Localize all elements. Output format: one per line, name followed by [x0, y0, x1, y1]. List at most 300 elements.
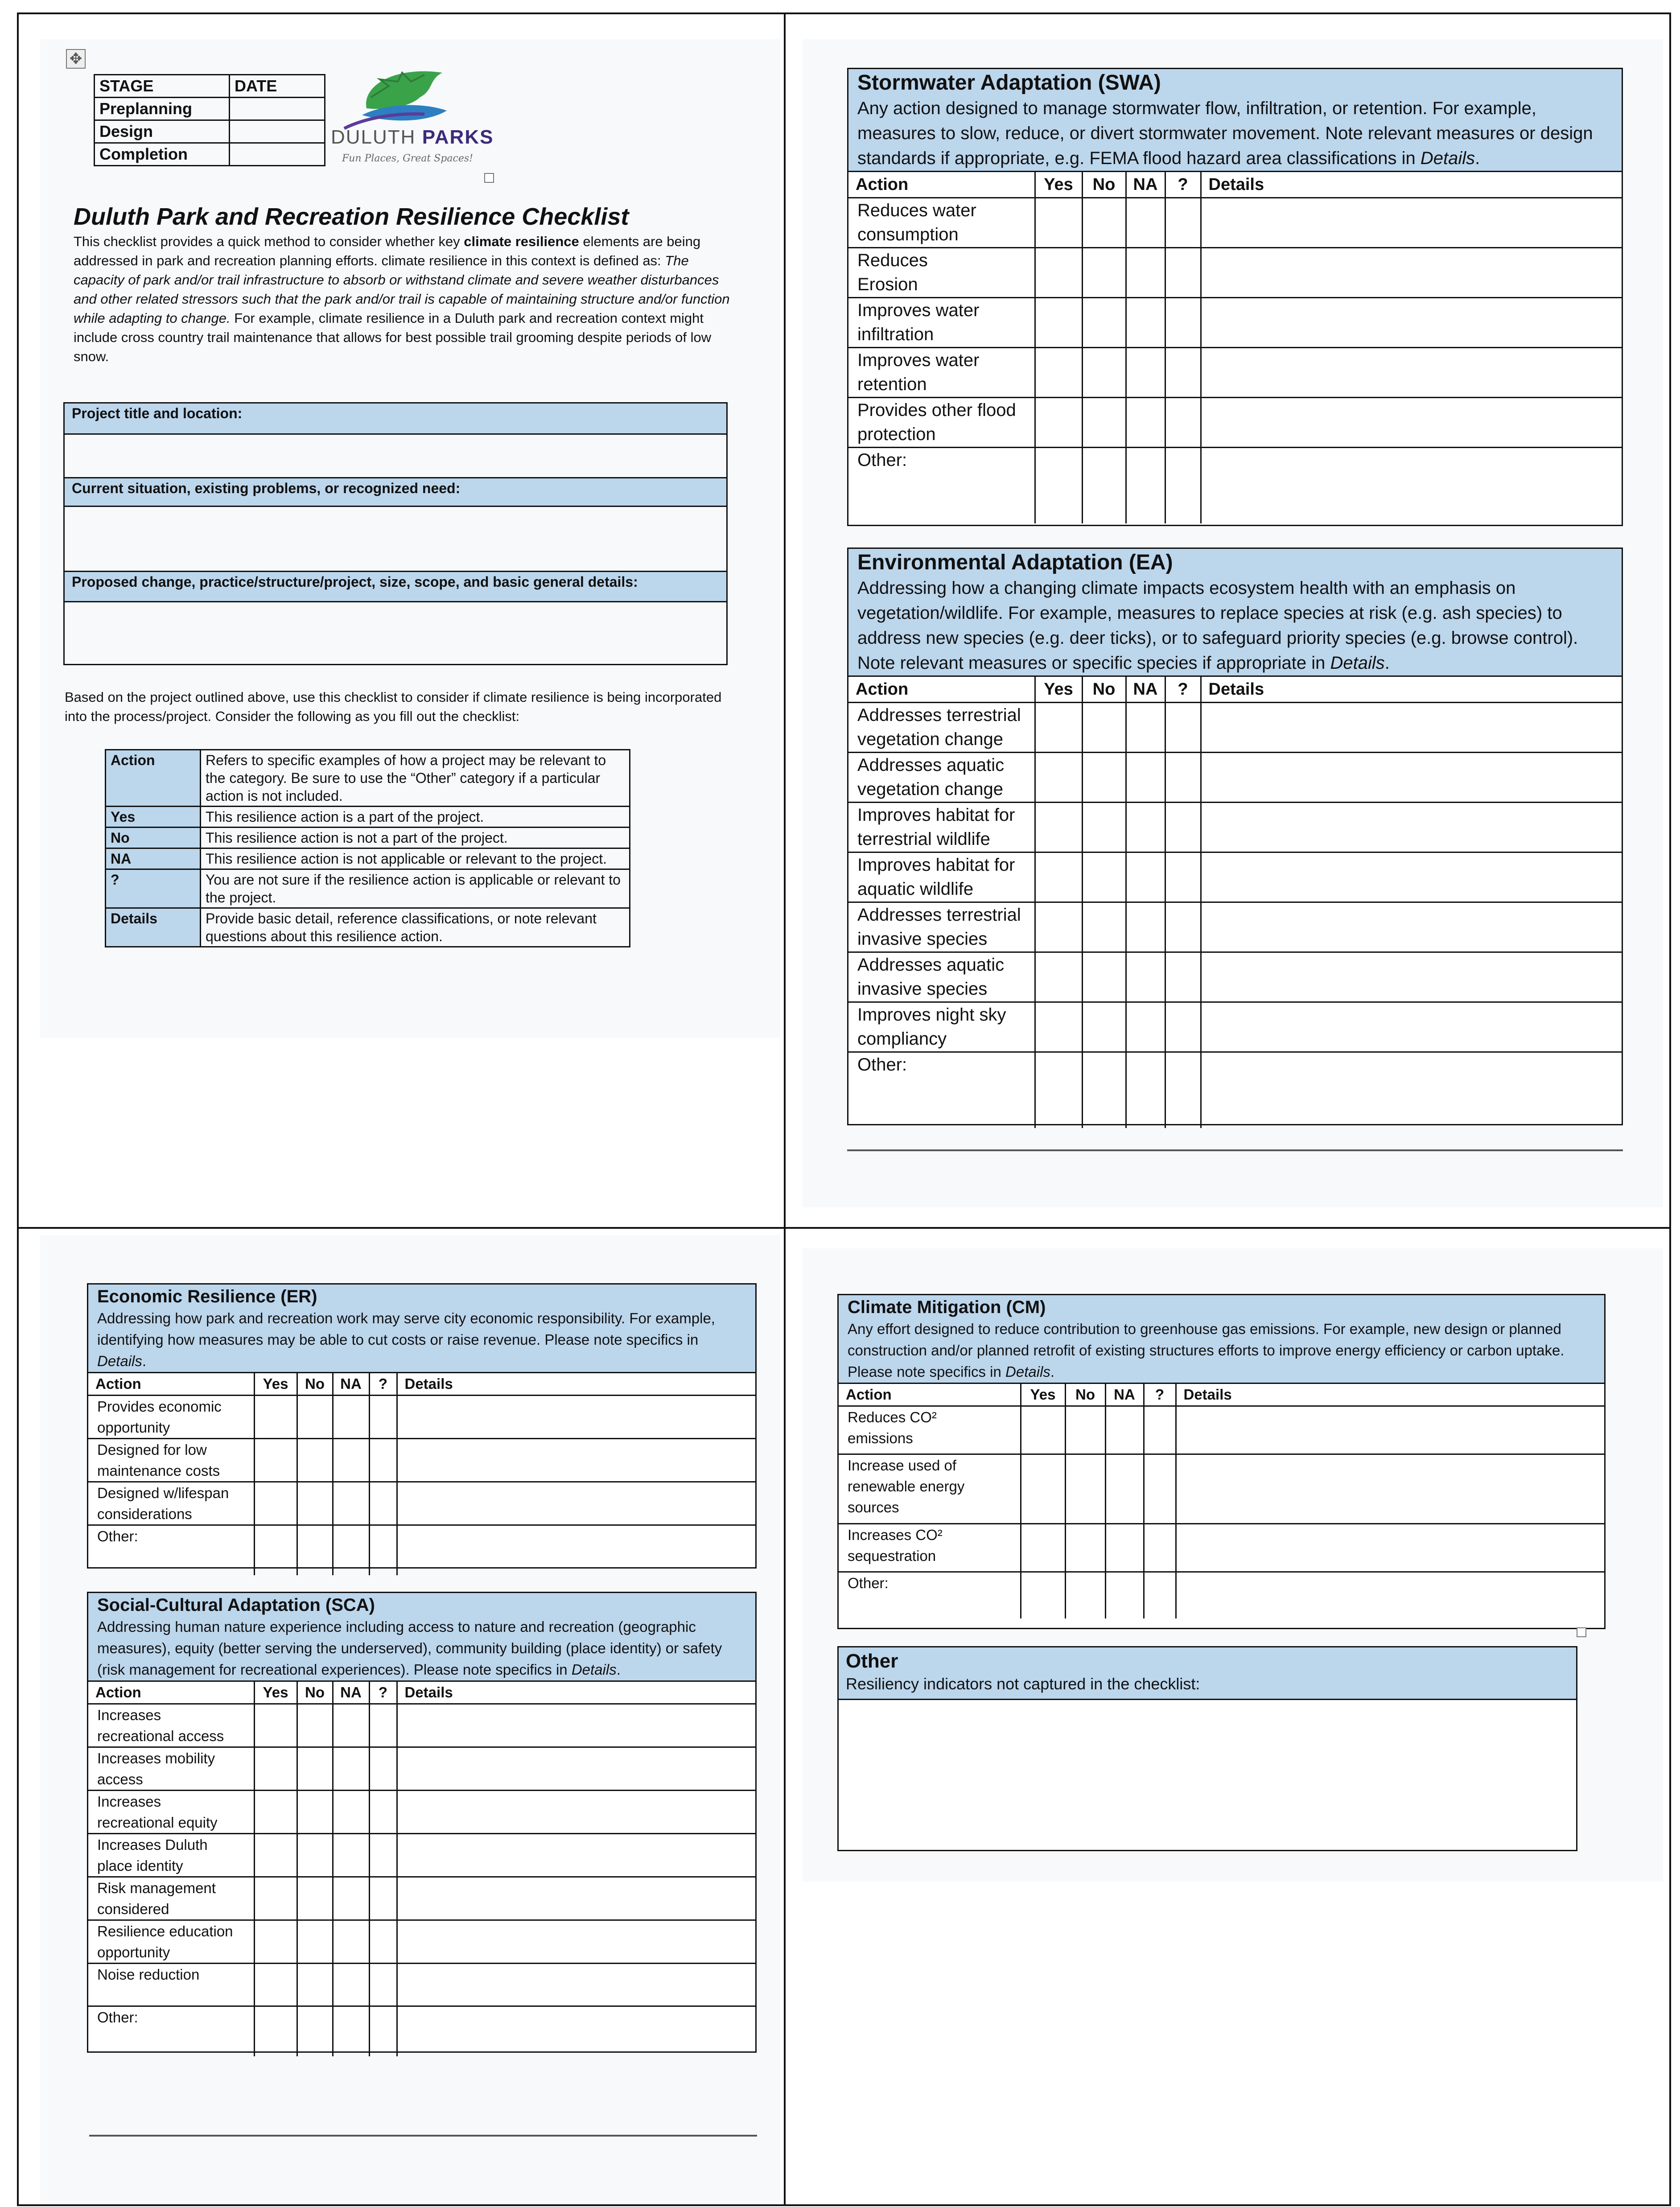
- action-cell: [848, 753, 1035, 803]
- action-cell: [848, 803, 1035, 852]
- details-cell[interactable]: [1201, 398, 1622, 448]
- na-cell[interactable]: [333, 1834, 369, 1877]
- column-header-na: NA: [1126, 677, 1165, 703]
- action-cell: [848, 198, 1035, 248]
- no-cell[interactable]: [1065, 1406, 1105, 1454]
- table-row: [848, 852, 1622, 902]
- action-label: Other:: [97, 2009, 138, 2026]
- no-cell[interactable]: [297, 1877, 333, 1920]
- no-cell[interactable]: [1082, 1002, 1126, 1052]
- action-label: recreational equity: [97, 1814, 218, 1831]
- no-cell[interactable]: [297, 1439, 333, 1482]
- table-row: [88, 1791, 755, 1834]
- date-field-design[interactable]: [230, 120, 325, 143]
- na-cell[interactable]: [333, 1964, 369, 2006]
- action-label: Other:: [848, 1575, 889, 1591]
- legend-row: [106, 869, 630, 908]
- yes-cell[interactable]: [1021, 1406, 1065, 1454]
- unsure-cell[interactable]: [369, 1525, 397, 1575]
- proposed-change-field[interactable]: [65, 602, 726, 664]
- action-cell: [848, 952, 1035, 1002]
- table-move-handle-icon[interactable]: ✥: [66, 49, 86, 69]
- table-row: [848, 1002, 1622, 1052]
- no-cell[interactable]: [1065, 1524, 1105, 1572]
- yes-cell[interactable]: [1035, 198, 1082, 248]
- yes-cell[interactable]: [1035, 703, 1082, 753]
- details-cell[interactable]: [1201, 803, 1622, 852]
- stormwater-adaptation-section: [847, 68, 1623, 526]
- yes-cell[interactable]: [1035, 952, 1082, 1002]
- anchor-handle-icon[interactable]: [1577, 1627, 1586, 1637]
- no-cell[interactable]: [1082, 298, 1126, 348]
- action-label: Improves habitat for: [857, 805, 1015, 825]
- details-cell[interactable]: [1201, 1052, 1622, 1128]
- details-cell[interactable]: [397, 1482, 755, 1525]
- table-row: [848, 448, 1622, 523]
- na-cell[interactable]: [333, 1791, 369, 1834]
- page-3-footer-line: [89, 2135, 757, 2137]
- details-cell[interactable]: [1176, 1406, 1604, 1454]
- no-cell[interactable]: [1082, 198, 1126, 248]
- action-label: Other:: [97, 1528, 138, 1544]
- unsure-cell[interactable]: [1165, 398, 1201, 448]
- unsure-cell[interactable]: [1144, 1454, 1176, 1524]
- details-cell[interactable]: [1201, 298, 1622, 348]
- table-header-row: [88, 1682, 755, 1704]
- yes-cell[interactable]: [254, 1834, 297, 1877]
- unsure-cell[interactable]: [369, 1877, 397, 1920]
- action-label: Increases CO²: [848, 1527, 943, 1543]
- unsure-cell[interactable]: [369, 1704, 397, 1747]
- table-header-row: [848, 677, 1622, 703]
- na-cell[interactable]: [1105, 1572, 1144, 1618]
- yes-cell[interactable]: [1021, 1524, 1065, 1572]
- intro-paragraph: This checklist provides a quick method to consider whether key climate resilience elements are being addressed in park and recreation planning efforts. climate resilience in this context is defined as: The capacity of park and/or trail infrastructure to absorb or withstand climate and severe weather disturbances and other related stressors such that the park and/or trail is capable of maintaining structure and/or function while adapting to change. For example, climate resilience in a Duluth park and recreation context might include cross country trail maintenance that allows for best possible trail grooming despite periods of low snow.: [74, 234, 730, 364]
- action-label: Provides economic: [97, 1398, 222, 1415]
- no-cell[interactable]: [1065, 1454, 1105, 1524]
- no-cell[interactable]: [297, 1704, 333, 1747]
- no-cell[interactable]: [297, 1747, 333, 1791]
- na-cell[interactable]: [1126, 448, 1165, 523]
- column-header-no: No: [297, 1373, 333, 1396]
- action-cell: [848, 248, 1035, 298]
- yes-cell[interactable]: [1035, 298, 1082, 348]
- unsure-cell[interactable]: [1144, 1572, 1176, 1618]
- unsure-cell[interactable]: [1165, 952, 1201, 1002]
- yes-cell[interactable]: [1035, 803, 1082, 852]
- table-row: [88, 1747, 755, 1791]
- unsure-cell[interactable]: [369, 1439, 397, 1482]
- environmental-adaptation-section: [847, 548, 1623, 1125]
- no-cell[interactable]: [1082, 952, 1126, 1002]
- unsure-cell[interactable]: [1165, 248, 1201, 298]
- details-cell[interactable]: [397, 1791, 755, 1834]
- action-label: emissions: [848, 1430, 913, 1446]
- no-cell[interactable]: [1082, 248, 1126, 298]
- details-cell[interactable]: [397, 1920, 755, 1964]
- details-cell[interactable]: [1176, 1524, 1604, 1572]
- action-label: Resilience education: [97, 1923, 233, 1939]
- action-label: Increases: [97, 1793, 161, 1810]
- no-cell[interactable]: [297, 1920, 333, 1964]
- no-cell[interactable]: [297, 1964, 333, 2006]
- table-row: [839, 1454, 1604, 1524]
- column-header-yes: Yes: [1021, 1384, 1065, 1406]
- action-label: retention: [857, 375, 927, 394]
- na-cell[interactable]: [1105, 1524, 1144, 1572]
- na-cell[interactable]: [333, 1704, 369, 1747]
- na-cell[interactable]: [333, 1920, 369, 1964]
- no-cell[interactable]: [1082, 803, 1126, 852]
- details-cell[interactable]: [1201, 703, 1622, 753]
- no-cell[interactable]: [1082, 703, 1126, 753]
- column-header-action: Action: [848, 172, 1035, 198]
- table-row: [88, 1525, 755, 1575]
- no-cell[interactable]: [1065, 1572, 1105, 1618]
- details-cell[interactable]: [397, 1964, 755, 2006]
- details-cell[interactable]: [1201, 198, 1622, 248]
- unsure-cell[interactable]: [369, 1834, 397, 1877]
- no-cell[interactable]: [1082, 448, 1126, 523]
- table-row: [848, 198, 1622, 248]
- yes-cell[interactable]: [1035, 902, 1082, 952]
- table-header-row: [839, 1384, 1604, 1406]
- na-cell[interactable]: [333, 2006, 369, 2056]
- action-cell: [839, 1572, 1021, 1618]
- unsure-cell[interactable]: [369, 1482, 397, 1525]
- unsure-cell[interactable]: [369, 2006, 397, 2056]
- action-label: Reduces: [857, 251, 928, 270]
- legend-row: [106, 848, 630, 869]
- table-row: [88, 1704, 755, 1747]
- leaf-logo-icon: [335, 66, 469, 133]
- details-cell[interactable]: [1201, 852, 1622, 902]
- unsure-cell[interactable]: [369, 1791, 397, 1834]
- yes-cell[interactable]: [1035, 852, 1082, 902]
- table-row: [88, 1920, 755, 1964]
- no-cell[interactable]: [297, 2006, 333, 2056]
- action-cell: [88, 1834, 254, 1877]
- column-header-no: No: [1082, 172, 1126, 198]
- social-cultural-adaptation-section: [87, 1592, 757, 2053]
- unsure-cell[interactable]: [369, 1920, 397, 1964]
- column-header-na: NA: [1105, 1384, 1144, 1406]
- action-label: invasive species: [857, 929, 988, 949]
- unsure-cell[interactable]: [369, 1747, 397, 1791]
- details-cell[interactable]: [1201, 952, 1622, 1002]
- action-cell: [88, 1877, 254, 1920]
- legend-key: Details: [106, 908, 201, 947]
- yes-cell[interactable]: [254, 1396, 297, 1439]
- action-cell: [88, 1920, 254, 1964]
- table-row: [88, 1964, 755, 2006]
- table-row: [88, 1877, 755, 1920]
- action-label: Increases: [97, 1707, 161, 1723]
- action-label: Increases Duluth: [97, 1836, 208, 1853]
- no-cell[interactable]: [1082, 348, 1126, 398]
- unsure-cell[interactable]: [1144, 1406, 1176, 1454]
- column-header-yes: Yes: [254, 1373, 297, 1396]
- legend-row: [106, 908, 630, 947]
- unsure-cell[interactable]: [1144, 1524, 1176, 1572]
- no-cell[interactable]: [297, 1482, 333, 1525]
- proposed-change-label: Proposed change, practice/structure/project, size, scope, and basic general details:: [65, 572, 726, 602]
- action-cell: [848, 902, 1035, 952]
- action-label: Increases mobility: [97, 1750, 215, 1766]
- action-label: Addresses aquatic: [857, 955, 1005, 975]
- anchor-handle-icon[interactable]: [484, 173, 494, 183]
- action-label: Improves night sky: [857, 1005, 1006, 1025]
- action-label: Addresses terrestrial: [857, 705, 1021, 725]
- details-cell[interactable]: [397, 1439, 755, 1482]
- table-row: [839, 1406, 1604, 1454]
- na-cell[interactable]: [333, 1482, 369, 1525]
- no-cell[interactable]: [1082, 902, 1126, 952]
- column-header-details: Details: [397, 1682, 755, 1704]
- action-label: protection: [857, 424, 936, 444]
- na-cell[interactable]: [1126, 1002, 1165, 1052]
- action-label: Other:: [857, 1055, 907, 1075]
- section-title: Climate Mitigation (CM): [848, 1297, 1046, 1317]
- yes-cell[interactable]: [254, 1920, 297, 1964]
- na-cell[interactable]: [1126, 1052, 1165, 1128]
- details-cell[interactable]: [1201, 753, 1622, 803]
- ea-checklist-table: [848, 677, 1622, 1128]
- yes-cell[interactable]: [254, 2006, 297, 2056]
- na-cell[interactable]: [333, 1439, 369, 1482]
- stage-preplanning: Preplanning: [95, 98, 230, 120]
- legend-row: [106, 828, 630, 848]
- details-cell[interactable]: [1176, 1572, 1604, 1618]
- ea-header: [848, 549, 1622, 677]
- action-label: Provides other flood: [857, 400, 1016, 420]
- column-header-details: Details: [1201, 677, 1622, 703]
- sca-checklist-table: [88, 1682, 755, 2056]
- unsure-cell[interactable]: [1165, 753, 1201, 803]
- yes-cell[interactable]: [1035, 753, 1082, 803]
- no-cell[interactable]: [297, 1396, 333, 1439]
- unsure-cell[interactable]: [1165, 1052, 1201, 1128]
- no-cell[interactable]: [1082, 852, 1126, 902]
- column-header-na: NA: [333, 1682, 369, 1704]
- legend-key: Yes: [106, 807, 201, 828]
- details-cell[interactable]: [397, 1704, 755, 1747]
- action-label: vegetation change: [857, 729, 1003, 749]
- details-cell[interactable]: [1201, 248, 1622, 298]
- unsure-cell[interactable]: [1165, 448, 1201, 523]
- na-cell[interactable]: [1126, 298, 1165, 348]
- legend-key: No: [106, 828, 201, 848]
- section-description: Any action designed to manage stormwater flow, infiltration, or retention. For example, measures to slow, reduce, or divert stormwater movement. Note relevant measures or design standards if appropriate, e.g. FEMA flood hazard area classifications in Details.: [857, 99, 1593, 168]
- yes-cell[interactable]: [254, 1877, 297, 1920]
- no-cell[interactable]: [1082, 753, 1126, 803]
- column-header-no: No: [1065, 1384, 1105, 1406]
- section-title: Stormwater Adaptation (SWA): [857, 71, 1161, 95]
- legend-key: Action: [106, 750, 201, 807]
- no-cell[interactable]: [1082, 398, 1126, 448]
- current-situation-field[interactable]: [65, 507, 726, 572]
- details-cell[interactable]: [1201, 902, 1622, 952]
- stage-design: Design: [95, 120, 230, 143]
- legend-desc: This resilience action is a part of the project.: [201, 807, 630, 828]
- yes-cell[interactable]: [254, 1439, 297, 1482]
- table-row: [839, 1524, 1604, 1572]
- action-label: aquatic wildlife: [857, 879, 974, 899]
- details-cell[interactable]: [397, 1396, 755, 1439]
- action-label: renewable energy: [848, 1478, 965, 1495]
- action-label: Noise reduction: [97, 1966, 200, 1983]
- na-cell[interactable]: [1126, 902, 1165, 952]
- unsure-cell[interactable]: [1165, 803, 1201, 852]
- unsure-cell[interactable]: [1165, 1002, 1201, 1052]
- details-cell[interactable]: [1201, 348, 1622, 398]
- horizontal-divider: [17, 1227, 1671, 1229]
- section-description: Addressing how a changing climate impacts ecosystem health with an emphasis on vegetation/wildlife. For example, measures to replace species at risk (e.g. ash species) to address new species (e.g. deer ticks), or to safeguard priority species (e.g. browse control). Note relevant measures or specific species if appropriate in Details.: [857, 578, 1578, 673]
- table-row: [88, 2006, 755, 2056]
- na-cell[interactable]: [1126, 248, 1165, 298]
- yes-cell[interactable]: [1021, 1572, 1065, 1618]
- project-title-field[interactable]: [65, 435, 726, 478]
- yes-cell[interactable]: [1035, 398, 1082, 448]
- yes-cell[interactable]: [1035, 1002, 1082, 1052]
- details-cell[interactable]: [397, 1877, 755, 1920]
- table-row: [848, 348, 1622, 398]
- details-cell[interactable]: [1176, 1454, 1604, 1524]
- action-cell: [88, 2006, 254, 2056]
- yes-cell[interactable]: [254, 1791, 297, 1834]
- action-cell: [848, 298, 1035, 348]
- action-cell: [88, 1482, 254, 1525]
- table-row: [848, 248, 1622, 298]
- unsure-cell[interactable]: [369, 1396, 397, 1439]
- details-cell[interactable]: [397, 1834, 755, 1877]
- column-header-action: Action: [88, 1373, 254, 1396]
- section-title: Social-Cultural Adaptation (SCA): [97, 1595, 375, 1615]
- date-field-completion[interactable]: [230, 143, 325, 166]
- na-cell[interactable]: [1126, 348, 1165, 398]
- details-cell[interactable]: [397, 1525, 755, 1575]
- details-cell[interactable]: [1201, 448, 1622, 523]
- na-cell[interactable]: [1105, 1406, 1144, 1454]
- section-title: Economic Resilience (ER): [97, 1287, 317, 1306]
- action-label: Addresses terrestrial: [857, 905, 1021, 925]
- action-label: opportunity: [97, 1944, 170, 1960]
- column-header-na: NA: [1126, 172, 1165, 198]
- yes-cell[interactable]: [254, 1525, 297, 1575]
- action-label: considered: [97, 1901, 169, 1917]
- na-cell[interactable]: [1126, 703, 1165, 753]
- na-cell[interactable]: [1126, 852, 1165, 902]
- na-cell[interactable]: [1126, 803, 1165, 852]
- yes-cell[interactable]: [1035, 1052, 1082, 1128]
- swa-header: [848, 69, 1622, 172]
- table-row: [848, 803, 1622, 852]
- na-cell[interactable]: [1105, 1454, 1144, 1524]
- column-header-action: Action: [839, 1384, 1021, 1406]
- na-cell[interactable]: [1126, 952, 1165, 1002]
- yes-cell[interactable]: [254, 1704, 297, 1747]
- action-cell: [839, 1454, 1021, 1524]
- na-cell[interactable]: [1126, 753, 1165, 803]
- table-header-row: [88, 1373, 755, 1396]
- no-cell[interactable]: [297, 1525, 333, 1575]
- other-box-header: [839, 1647, 1576, 1700]
- action-label: sources: [848, 1499, 899, 1515]
- unsure-cell[interactable]: [369, 1964, 397, 2006]
- checklist-title: Duluth Park and Recreation Resilience Checklist: [74, 203, 629, 230]
- column-header-action: Action: [88, 1682, 254, 1704]
- details-cell[interactable]: [1201, 1002, 1622, 1052]
- section-description: Any effort designed to reduce contribution to greenhouse gas emissions. For example, new design or planned construction and/or planned retrofit of existing structures efforts to improve energy efficiency or carbon uptake. Please note specifics in Details.: [848, 1321, 1565, 1380]
- action-label: Improves water: [857, 350, 980, 370]
- yes-cell[interactable]: [254, 1964, 297, 2006]
- action-label: Other:: [857, 450, 907, 470]
- yes-cell[interactable]: [254, 1747, 297, 1791]
- legend-row: [106, 807, 630, 828]
- legend-desc: Refers to specific examples of how a project may be relevant to the category. Be sure to use the “Other” category if a particular action is not included.: [201, 750, 630, 807]
- action-label: maintenance costs: [97, 1462, 220, 1479]
- yes-cell[interactable]: [254, 1482, 297, 1525]
- legend-row: [106, 750, 630, 807]
- details-cell[interactable]: [397, 2006, 755, 2056]
- section-title: Environmental Adaptation (EA): [857, 551, 1173, 574]
- action-label: place identity: [97, 1857, 183, 1874]
- no-cell[interactable]: [297, 1834, 333, 1877]
- unsure-cell[interactable]: [1165, 902, 1201, 952]
- column-header-yes: Yes: [254, 1682, 297, 1704]
- na-cell[interactable]: [333, 1396, 369, 1439]
- column-header-no: No: [1082, 677, 1126, 703]
- project-info-form: [63, 402, 728, 665]
- unsure-cell[interactable]: [1165, 703, 1201, 753]
- action-label: Erosion: [857, 275, 918, 294]
- na-cell[interactable]: [1126, 398, 1165, 448]
- action-label: Designed for low: [97, 1441, 207, 1458]
- action-label: recreational access: [97, 1728, 224, 1744]
- action-cell: [839, 1406, 1021, 1454]
- yes-cell[interactable]: [1021, 1454, 1065, 1524]
- no-cell[interactable]: [297, 1791, 333, 1834]
- na-cell[interactable]: [333, 1877, 369, 1920]
- section-description: Addressing human nature experience including access to nature and recreation (geographic measures), equity (better serving the underserved), community building (place identity) or safety (risk management for recreational experiences). Please note specifics in Details.: [97, 1618, 722, 1678]
- yes-cell[interactable]: [1035, 248, 1082, 298]
- na-cell[interactable]: [333, 1747, 369, 1791]
- details-cell[interactable]: [397, 1747, 755, 1791]
- action-label: vegetation change: [857, 779, 1003, 799]
- column-header-details: Details: [397, 1373, 755, 1396]
- action-cell: [88, 1396, 254, 1439]
- unsure-cell[interactable]: [1165, 198, 1201, 248]
- unsure-cell[interactable]: [1165, 348, 1201, 398]
- yes-cell[interactable]: [1035, 448, 1082, 523]
- no-cell[interactable]: [1082, 1052, 1126, 1128]
- unsure-cell[interactable]: [1165, 298, 1201, 348]
- current-situation-label: Current situation, existing problems, or recognized need:: [65, 478, 726, 507]
- na-cell[interactable]: [1126, 198, 1165, 248]
- other-box-desc: Resiliency indicators not captured in the checklist:: [846, 1675, 1200, 1693]
- action-label: Reduces water: [857, 201, 976, 220]
- column-header-details: Details: [1201, 172, 1622, 198]
- date-field-preplanning[interactable]: [230, 98, 325, 120]
- swa-checklist-table: [848, 172, 1622, 523]
- na-cell[interactable]: [333, 1525, 369, 1575]
- yes-cell[interactable]: [1035, 348, 1082, 398]
- other-indicators-box: [837, 1646, 1577, 1851]
- action-label: Improves water: [857, 301, 980, 320]
- other-indicators-field[interactable]: [839, 1700, 1576, 1847]
- unsure-cell[interactable]: [1165, 852, 1201, 902]
- table-row: [88, 1439, 755, 1482]
